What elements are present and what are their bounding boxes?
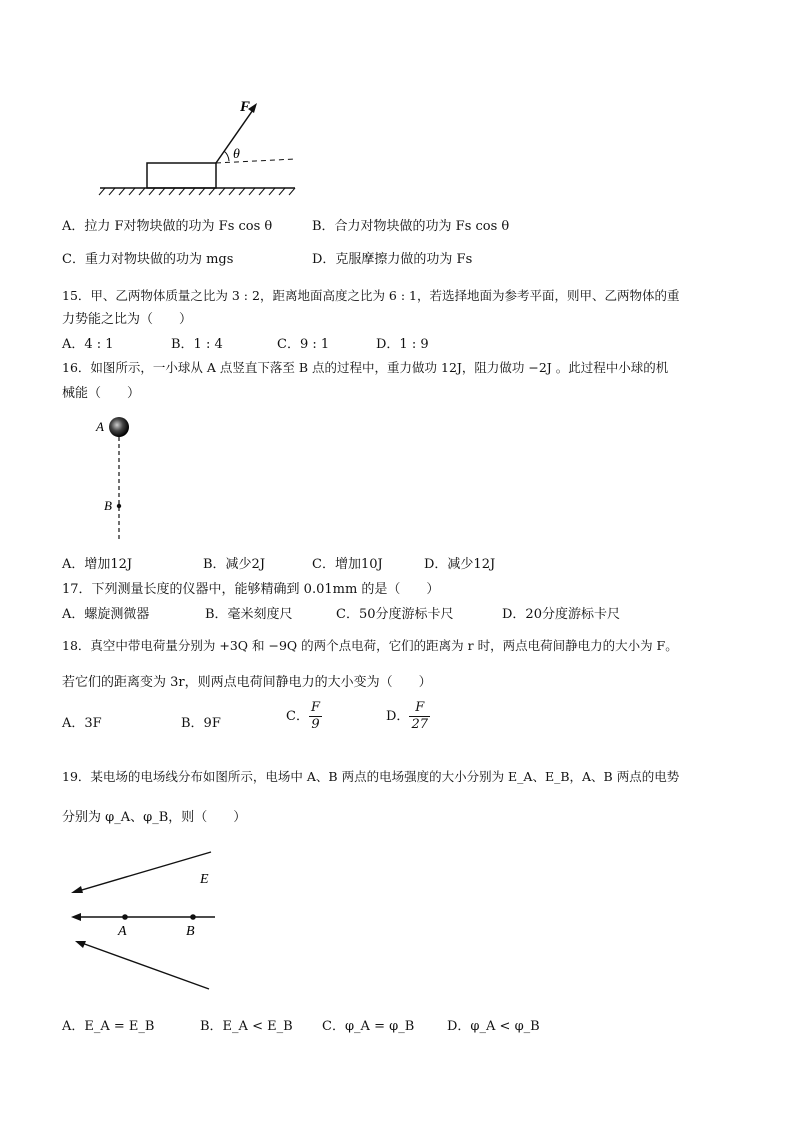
angle-arc — [224, 151, 229, 161]
q14-option-c: C．重力对物块做的功为 mgs — [62, 252, 234, 267]
point-b-dot — [117, 504, 121, 508]
q15-stem-line2: 力势能之比为（ ） — [62, 312, 193, 327]
q19-figure — [65, 845, 225, 995]
angle-label: θ — [233, 147, 240, 162]
q16-option-d: D．减少12J — [424, 557, 496, 572]
q16-stem-line2: 械能（ ） — [62, 386, 141, 401]
q18-stem-line2: 若它们的距离变为 3r，则两点电荷间静电力的大小变为（ ） — [62, 675, 432, 690]
q15-option-c: C．9 : 1 — [277, 337, 330, 352]
q15-option-b: B．1 : 4 — [171, 337, 223, 352]
q16-option-a: A．增加12J — [62, 557, 133, 572]
field-line-bottom-arrowhead — [75, 941, 86, 948]
q17-option-c: C．50分度游标卡尺 — [336, 607, 454, 622]
point-a-label: A — [118, 924, 127, 939]
q17-option-b: B．毫米刻度尺 — [205, 607, 293, 622]
point-b-label: B — [104, 498, 112, 513]
ball — [109, 417, 129, 437]
horizontal-dashed-reference — [216, 159, 295, 163]
field-line-bottom — [79, 942, 209, 989]
q16-option-b: B．减少2J — [203, 557, 266, 572]
q15-stem-line1: 15．甲、乙两物体质量之比为 3 : 2，距离地面高度之比为 6 : 1，若选择地面为参考平面，则甲、乙两物体的重 — [62, 288, 680, 303]
q19-option-a: A．E_A = E_B — [62, 1019, 155, 1034]
q17-stem: 17．下列测量长度的仪器中，能够精确到 0.01mm 的是（ ） — [62, 582, 440, 597]
q16-figure — [90, 410, 150, 545]
q18-option-d-prefix: D． — [386, 709, 410, 724]
q14-option-d: D．克服摩擦力做的功为 Fs — [312, 252, 473, 267]
q18-option-d — [386, 700, 430, 733]
q19-option-b: B．E_A < E_B — [200, 1019, 293, 1034]
q17-option-d: D．20分度游标卡尺 — [502, 607, 620, 622]
q18-option-b: B．9F — [181, 716, 221, 731]
q17-option-a: A．螺旋测微器 — [62, 607, 150, 622]
q18-option-c-den: 9 — [311, 717, 320, 732]
field-line-middle-arrowhead — [71, 913, 81, 921]
q18-option-a: A．3F — [62, 716, 102, 731]
q14-option-a: A．拉力 F对物块做的功为 Fs cos θ — [62, 219, 273, 234]
q19-option-d: D．φ_A < φ_B — [447, 1019, 540, 1034]
block — [147, 163, 216, 188]
field-line-top-arrowhead — [71, 886, 83, 893]
q19-stem-line1: 19．某电场的电场线分布如图所示，电场中 A、B 两点的电场强度的大小分别为 E_A、E_B，A、B 两点的电势 — [62, 769, 680, 784]
q16-stem-line1: 16．如图所示，一小球从 A 点竖直下落至 B 点的过程中，重力做功 12J，阻力做功 −2J 。此过程中小球的机 — [62, 360, 669, 375]
q16-option-c: C．增加10J — [312, 557, 383, 572]
q19-stem-line2: 分别为 φ_A、φ_B，则（ ） — [62, 810, 247, 825]
q15-option-d: D．1 : 9 — [376, 337, 429, 352]
point-a-dot — [122, 914, 128, 920]
point-a-label: A — [96, 419, 104, 434]
field-line-top — [75, 852, 211, 892]
point-b-label: B — [186, 924, 195, 939]
q14-option-b: B．合力对物块做的功为 Fs cos θ — [312, 219, 510, 234]
q18-option-c-num: F — [310, 700, 320, 715]
ground-hatch — [99, 188, 295, 195]
force-label: F — [240, 99, 251, 115]
q18-option-d-num: F — [409, 700, 430, 717]
q18-option-c-prefix: C． — [286, 709, 309, 724]
q18-option-c — [286, 700, 322, 733]
q18-stem-line1: 18．真空中带电荷量分别为 +3Q 和 −9Q 的两个点电荷，它们的距离为 r 时，两点电荷间静电力的大小为 F。 — [62, 638, 678, 653]
q15-option-a: A．4 : 1 — [62, 337, 114, 352]
q18-option-d-fraction — [409, 700, 430, 733]
q18-option-d-den: 27 — [411, 717, 428, 732]
point-b-dot — [190, 914, 196, 920]
q14-figure — [95, 95, 305, 205]
q19-option-c: C．φ_A = φ_B — [322, 1019, 415, 1034]
q18-option-c-fraction — [309, 700, 322, 733]
field-e-label: E — [200, 872, 209, 887]
